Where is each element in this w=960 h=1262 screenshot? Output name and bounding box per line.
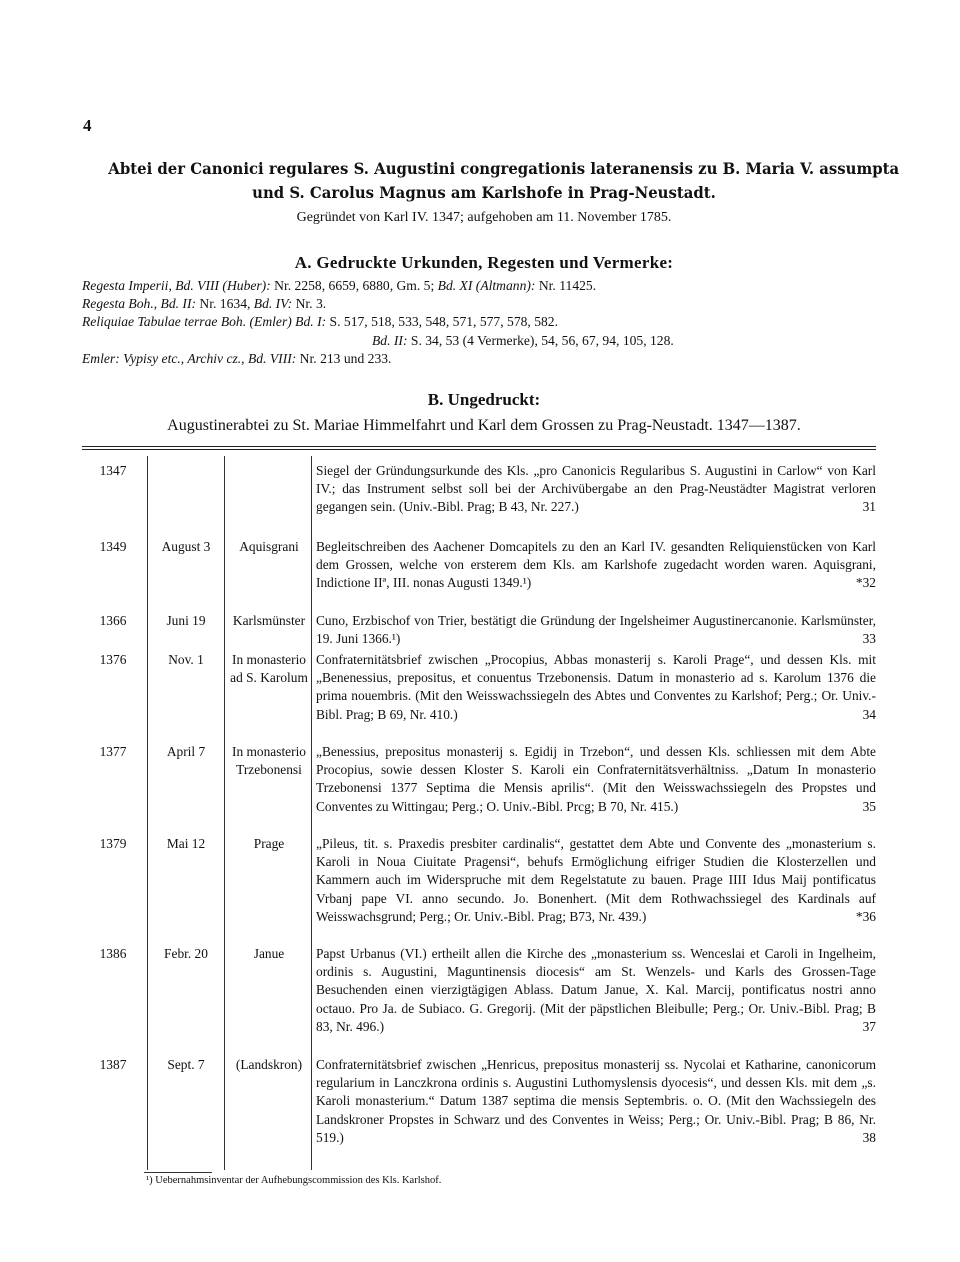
entry-date: Mai 12: [166, 836, 206, 851]
footnote-rule: [144, 1172, 212, 1173]
entry-date: August 3: [161, 539, 211, 554]
entry-text: Begleitschreiben des Aachener Domcapitels zu den an Karl IV. gesandten Reliquienstücken von Karl dem Grossen, welche von ersterem dem Kls. am Karlshofe zugedacht worden waren. Aquisgrani, Indictione IIª, III. nonas Augusti 1349.¹) *32: [316, 538, 876, 593]
reference-line: Bd. II: S. 34, 53 (4 Vermerke), 54, 56, 67, 94, 105, 128.: [372, 332, 674, 348]
entry-number: 31: [862, 499, 876, 515]
reference-line: Regesta Boh., Bd. II: Nr. 1634, Bd. IV: Nr. 3.: [82, 296, 327, 312]
section-b-heading: B. Ungedruckt:: [427, 390, 541, 409]
entry-number: 33: [862, 631, 876, 647]
entry-text: Confraternitätsbrief zwischen „Procopius, Abbas monasterij s. Karoli Prage“, und dessen Kls. mit „Benenessius, prepositus, et conuentus Trzebonensis. Datum in monasterio ad s. Karolum 1376 die prima nouembris. (Mit den Weisswachssiegeln des Abtes und Conventes zu Karlshof; Perg.; Or. Univ.-Bibl. Prag; B 69, Nr. 410.) 34: [316, 651, 876, 724]
entry-date: April 7: [166, 744, 206, 759]
section-b-subtitle: Augustinerabtei zu St. Mariae Himmelfahrt und Karl dem Grossen zu Prag-Neustadt. 1347—1387.: [167, 417, 801, 434]
title-line-1: Abtei der Canonici regulares S. Augustini congregationis lateranensis zu B. Maria V. assumpta: [108, 159, 900, 178]
entry-place: Prage: [253, 836, 285, 851]
entry-text: Papst Urbanus (VI.) ertheilt allen die Kirche des „monasterium ss. Wenceslai et Caroli in Ingelheim, ordinis s. Augustini, Maguntinensis diocesis“ am St. Wenzels- und Karls des Grossen-Tage Besuchenden einen vierzigtägigen Ablass. Datum Janue, X. Kal. Marcij, pontificatus nostri anno octauo. Pro Ja. de Subiaco. G. Gregorij. (Mit der päpstlichen Bleibulle; Perg.; Or. Univ.-Bibl. Prag; B 83, Nr. 496.) 37: [316, 945, 876, 1036]
entry-year: 1347: [99, 463, 127, 478]
table-top-rule: [82, 449, 876, 450]
entry-year: 1349: [99, 539, 127, 554]
entry-number: 35: [862, 798, 876, 814]
column-divider: [224, 456, 225, 1170]
column-divider: [147, 456, 148, 1170]
entry-date: Febr. 20: [164, 946, 208, 961]
entry-place: Janue: [253, 946, 285, 961]
entry-year: 1386: [99, 946, 127, 961]
entry-number: *36: [855, 908, 876, 924]
section-a-heading: A. Gedruckte Urkunden, Regesten und Vermerke:: [294, 253, 674, 272]
printed-references: [82, 277, 882, 368]
title-line-2: und S. Carolus Magnus am Karlshofe in Prag-Neustadt.: [252, 183, 716, 202]
reference-line: Regesta Imperii, Bd. VIII (Huber): Nr. 2258, 6659, 6880, Gm. 5; Bd. XI (Altmann): Nr. 11425.: [82, 278, 597, 293]
entry-year: 1379: [99, 836, 127, 851]
footnote: ¹) Uebernahmsinventar der Aufhebungscommission des Kls. Karlshof.: [146, 1175, 442, 1186]
entry-number: 38: [862, 1129, 876, 1145]
page-number: 4: [83, 116, 92, 135]
table-top-rule: [82, 446, 876, 447]
reference-line: Emler: Vypisy etc., Archiv cz., Bd. VIII: Nr. 213 und 233.: [82, 350, 392, 366]
entry-text: Cuno, Erzbischof von Trier, bestätigt die Gründung der Ingelsheimer Augustinercanonie. Karlsmünster, 19. Juni 1366.¹) 33: [316, 612, 876, 648]
entry-number: *32: [855, 575, 876, 591]
entry-text: Confraternitätsbrief zwischen „Henricus, prepositus monasterij ss. Nycolai et Katharine, canonicorum regularium in Lanczkrona ordinis s. Augustini Luthomyslensis dyocesis“, und dessen Kls. mit dem „s. Karoli monasterium.“ Datum 1387 septima die mensis Septembris. o. O. (Mit den Wachssiegeln des Landskroner Propstes in Schwarz und des Conventes in Weiss; Perg.; Or. Univ.-Bibl. Prag; B 86, Nr. 519.) 38: [316, 1056, 876, 1147]
entry-place: In monasterio ad S. Karolum: [230, 652, 308, 686]
entry-place: Aquisgrani: [239, 539, 299, 554]
entry-year: 1366: [99, 613, 127, 628]
entry-year: 1387: [99, 1057, 127, 1072]
entry-text: „Pileus, tit. s. Praxedis presbiter cardinalis“, gestattet dem Abte und Convente des „monasterium s. Karoli in Noua Ciuitate Pragensi“, behufs Ermöglichung eifriger Studien die Klosterzellen und Kammern auch im Widerspruche mit dem Regelstatute zu bauen. Prage IIII Idus Maij pontificatus Vrbanj pape VI. anno secundo. Jo. Bonenhert. (Mit dem Rothwachssiegel des Kardinals auf Weisswachsgrund; Perg.; Or. Univ.-Bibl. Prag; B73, Nr. 439.) *36: [316, 835, 876, 926]
entry-year: 1377: [99, 744, 127, 759]
founded-line: Gegründet von Karl IV. 1347; aufgehoben am 11. November 1785.: [296, 210, 672, 225]
entry-number: 37: [862, 1018, 876, 1034]
reference-line: Reliquiae Tabulae terrae Boh. (Emler) Bd. I: S. 517, 518, 533, 548, 571, 577, 578, 582.: [82, 314, 558, 330]
entry-text: Siegel der Gründungsurkunde des Kls. „pro Canonicis Regularibus S. Augustini in Carlow“ von Karl IV.; das Instrument selbst soll bei der Archivübergabe an den Prag-Neustädter Magistrat verloren gegangen sein. (Univ.-Bibl. Prag; B 43, Nr. 227.) 31: [316, 462, 876, 517]
entry-place: Karlsmünster: [232, 613, 306, 628]
entry-place: (Landskron): [235, 1057, 303, 1072]
entry-place: In monasterio Trzebonensi: [231, 744, 306, 778]
entry-date: Nov. 1: [168, 652, 204, 667]
entry-text: „Benessius, prepositus monasterij s. Egidij in Trzebon“, und dessen Kls. schliessen mit dem Abte Procopius, sowie dessen Kloster S. Karoli ein Confraternitätsverhältniss. „Datum In monasterio Trzebonensi 1377 Septima die Mensis aprilis“. (Mit den Weisswachssiegeln des Propstes und Conventes zu Wittingau; Perg.; O. Univ.-Bibl. Prcg; B 70, Nr. 415.) 35: [316, 743, 876, 816]
entry-year: 1376: [99, 652, 127, 667]
entry-date: Sept. 7: [167, 1057, 205, 1072]
entry-number: 34: [862, 706, 876, 722]
entry-date: Juni 19: [166, 613, 206, 628]
